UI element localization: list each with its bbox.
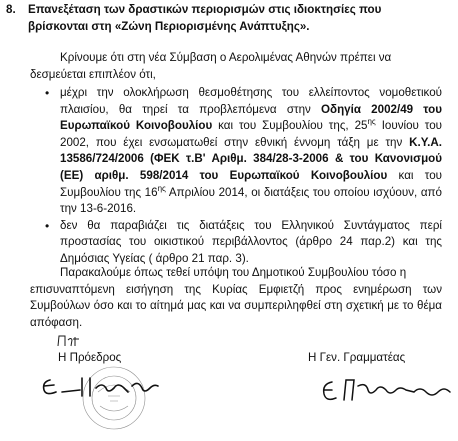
regulation-reference: Κ.Υ.Α. 13586/724/2006 (ΦΕΚ τ.Β' Αριθμ. 384/28-3-2006 & του Κανονισμού (ΕΕ) αριθμ. 598/2014 του Ευρωπαϊκού Κοινοβουλίου [60, 135, 442, 182]
closing-rest: επισυναπτόμενη εισήγηση της Κυρίας Εμφιετζή προς ενημέρωση των Συμβούλων όσο και το αίτημά μας και να συμπεριληφθεί στη σχετική με το θέμα απόφαση. [30, 282, 442, 329]
intro-line-2: δεσμεύεται επιπλέον ότι, [30, 67, 156, 81]
ordinal-suffix: ης [157, 183, 166, 193]
commitment-text: Απριλίου 2014, οι διατάξεις του οποίου ισχύουν, από την 13-6-2016. [60, 185, 442, 216]
bullet-icon: • [45, 86, 50, 100]
directive-reference: Οδηγία 2002/49 του Ευρωπαϊκού Κοινοβουλίου [60, 102, 442, 133]
commitment-text: και του Συμβουλίου της, 25 [212, 119, 368, 133]
initials-scribble [56, 334, 84, 348]
secretary-signature [318, 376, 456, 406]
commitment-text: και του Συμβουλίου της 16 [60, 168, 442, 199]
president-signature-with-stamp [38, 366, 188, 438]
section-heading [6, 2, 446, 35]
commitment-text: δεν θα παραβιάζει τις διατάξεις του Ελληνικού Συντάγματος περί προστασίας του οικιστικού περιβάλλοντος (άρθρο 24 παρ.2) και της Δημόσιας Υγείας ( άρθρο 21 παρ. 3). [60, 218, 442, 265]
official-stamp [83, 367, 145, 429]
commitment-item-constitution [30, 218, 442, 268]
secretary-title: Η Γεν. Γραμματέας [308, 351, 406, 364]
commitment-text: μέχρι την ολοκλήρωση θεσμοθέτησης του ελλείποντος νομοθετικού πλαισίου, θα τηρεί τα προβλεπόμενα στην [60, 86, 442, 116]
commitments-list [30, 85, 442, 268]
closing-line-1: Παρακαλούμε όπως τεθεί υπόψη του Δημοτικού Συμβουλίου τόσο η [60, 266, 407, 279]
intro-paragraph [30, 50, 442, 83]
heading-line-1: Επανεξέταση των δραστικών περιορισμών στις ιδιοκτησίες που [28, 3, 382, 16]
heading-line-2: βρίσκονται στη «Ζώνη Περιορισμένης Ανάπτυξης». [28, 19, 310, 33]
closing-paragraph [30, 265, 442, 331]
president-title: Η Πρόεδρος [58, 351, 122, 364]
commitment-item-directive [30, 85, 442, 218]
section-number: 8. [6, 3, 16, 16]
bullet-icon: • [45, 218, 50, 233]
intro-line-1: Κρίνουμε ότι στη νέα Σύμβαση ο Αερολιμένας Αθηνών πρέπει να [60, 51, 392, 64]
ordinal-suffix: ης [367, 117, 376, 127]
commitment-text: Ιουνίου του 2002, που έχει ενσωματωθεί στην εθνική έννομη τάξη με την [60, 119, 442, 149]
